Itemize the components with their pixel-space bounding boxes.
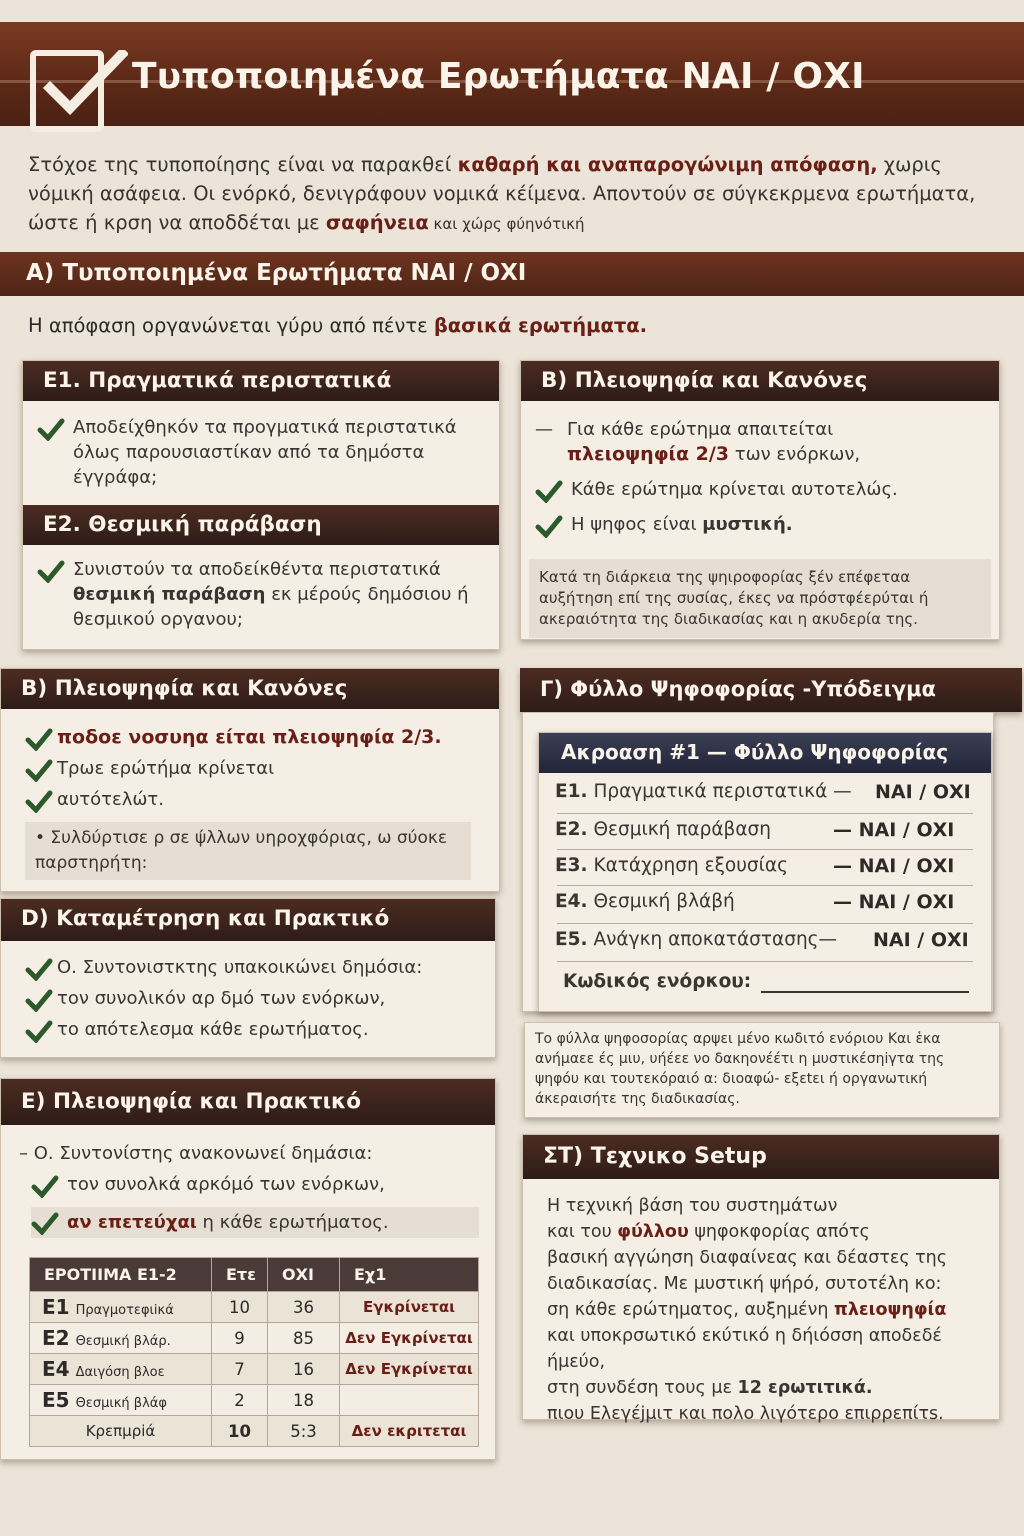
- juror-code-line[interactable]: [761, 991, 969, 993]
- table-cell-no: 85: [268, 1323, 340, 1354]
- row-name: Πραγμοτεφιiκά: [75, 1303, 174, 1318]
- ballot-divider: [557, 813, 973, 814]
- ballot-row-text: Θεσμική βλάβή: [593, 891, 735, 912]
- ballot-row-text: Πραγματικά περιστατικά —: [593, 781, 852, 802]
- row-id: Ε5: [42, 1388, 70, 1412]
- checkmark-icon: [38, 50, 128, 120]
- e1-item: [37, 415, 492, 505]
- setup-line-7a: στη συνδέση τους με: [547, 1378, 738, 1398]
- setup-card: [522, 1134, 1000, 1424]
- majority-right-title: B) Πλειοψηφία και Κανόνες: [521, 361, 999, 401]
- section-a-intro: [28, 314, 647, 337]
- setup-line-4: διαδικασίας. Με μυστική ψήρό, συτοτέλη κο:: [547, 1274, 942, 1294]
- majority-left-bold-1: ποδοε νοσυηα: [57, 726, 209, 748]
- table-row: [30, 1354, 479, 1385]
- ballot-row-2-value: — ΝΑΙ / ΟΧΙ: [833, 819, 955, 841]
- setup-line-6: και υποκρσωτικό εκύτικό η δήιόσση αποδεδέ ήμεύο,: [547, 1326, 942, 1372]
- ballot-row-id: Ε3.: [555, 855, 588, 876]
- majority-left-text-3: αυτότελώτ.: [57, 789, 164, 810]
- setup-line-5a: ση κάθε ερώτηματος, αυξημένη: [547, 1300, 835, 1320]
- setup-line-8: πιου Ελεγέjμιτ και πολο λιγότερο επιρρεπίτs.: [547, 1404, 944, 1424]
- ballot-sheet-title: Ακροαση #1 — Φύλλο Ψηφοφορίας: [539, 733, 991, 773]
- ballot-row-text: Θεσμική παράβαση: [593, 819, 771, 840]
- ballot-row-5-value: ΝΑΙ / ΟΧΙ: [873, 929, 969, 951]
- ballot-row-text: Ανάγκη αποκατάστασης—: [593, 929, 838, 950]
- ballot-row-id: Ε5.: [555, 929, 588, 950]
- ballot-row-4-label: [555, 891, 735, 912]
- page-header: [0, 22, 1024, 126]
- setup-line-7: [547, 1375, 992, 1401]
- row-id: Ε4: [42, 1357, 70, 1381]
- check-icon: [535, 479, 563, 503]
- majority-practical-bold-3: αν επετεύχαι: [67, 1212, 197, 1233]
- setup-title: ΣΤ) Τεχνικο Setup: [523, 1135, 999, 1179]
- table-header-question: ΕΡΟΤΙΙΜΑ Ε1-2: [30, 1258, 212, 1292]
- table-row: [30, 1385, 479, 1416]
- check-icon: [25, 727, 53, 751]
- e2-title: Ε2. Θεσμική παράβαση: [23, 505, 499, 545]
- intro-paragraph: [28, 150, 1013, 239]
- setup-line-5b: πλειοψηφία: [834, 1300, 947, 1320]
- table-footer-no: 5:3: [268, 1416, 340, 1447]
- row-id: Ε1: [42, 1295, 70, 1319]
- table-footer-yes: 10: [212, 1416, 268, 1447]
- table-cell-no: 18: [268, 1385, 340, 1416]
- e1-text: Αποδείχθηκόν τα προγματικά περιστατικά όλως παρουσιαστίκαν από τα δημόστα έγγράφα;: [73, 417, 457, 488]
- table-cell-no: 36: [268, 1292, 340, 1323]
- e1-title: Ε1. Πραγματικά περιστατικά: [23, 361, 499, 401]
- table-cell-id: [30, 1323, 212, 1354]
- majority-right-text-1b: των ενόρκων,: [729, 444, 861, 465]
- checkbox-icon: [30, 50, 104, 132]
- counting-line-1: [25, 955, 495, 980]
- table-cell-id: [30, 1385, 212, 1416]
- table-cell-result: Δεν Εγκρίνεται: [340, 1354, 479, 1385]
- check-icon: [25, 988, 53, 1012]
- row-name: Δαιγόση βλοε: [75, 1365, 165, 1380]
- e2-bold: θεσμική παράβαση: [73, 584, 266, 605]
- ballot-row-id: Ε1.: [555, 781, 588, 802]
- check-icon: [31, 1211, 59, 1235]
- check-icon: [25, 758, 53, 782]
- check-icon: [37, 559, 65, 583]
- majority-left-text-2: Τρωε ερώτήμα κρίνεται: [57, 758, 275, 779]
- ballot-section-band: [520, 668, 1022, 712]
- majority-right-text-3a: Η ψηφος είναι: [571, 514, 703, 535]
- setup-line-1: Η τεχνική βάση του συστημάτων: [547, 1196, 838, 1216]
- ballot-divider: [557, 923, 973, 924]
- majority-practical-text-2: τον συνολκά αρκόμό των ενόρκων,: [67, 1174, 385, 1195]
- ballot-row-1-label: [555, 781, 852, 802]
- table-row: [30, 1323, 479, 1354]
- table-cell-yes: 9: [212, 1323, 268, 1354]
- table-header-no: ΟΧΙ: [268, 1258, 340, 1292]
- counting-text-2: τον συνολικόν αρ δμό των ενόρκων,: [57, 988, 386, 1009]
- counting-line-3: [25, 1017, 495, 1042]
- table-header-yes: Ετε: [212, 1258, 268, 1292]
- juror-code-label: Κωδικός ενόρκου:: [563, 971, 752, 992]
- setup-line-2: [547, 1219, 992, 1245]
- table-cell-result: Δεν Εγκρίνεται: [340, 1323, 479, 1354]
- intro-text-2: χωρις νόμική ασάφεια. Οι ενόρκό, δενιγράφουν νομικά κέίμενα. Αποντούν σε σύγκεκρμενα ερωτήματα, ώστε ή κρση να αποδδέται με: [28, 153, 976, 234]
- ballot-row-5-label: [555, 929, 837, 950]
- table-cell-yes: 7: [212, 1354, 268, 1385]
- majority-right-line-1: [535, 417, 995, 467]
- e1-e2-card: [22, 360, 500, 650]
- majority-left-title: B) Πλειοψηφία και Κανόνες: [1, 669, 499, 709]
- ballot-divider: [557, 849, 973, 850]
- majority-right-bold-3: μυστική.: [702, 514, 793, 535]
- intro-bold-1: καθαρή και αναπαρογώνιμη απόφαση,: [457, 153, 878, 176]
- section-a-intro-text: Η απόφαση οργανώνεται γύρυ από πέντε: [28, 314, 434, 337]
- ballot-row-id: Ε2.: [555, 819, 588, 840]
- majority-left-line-3: [25, 787, 499, 812]
- majority-left-note: • Συλδύρτισε ρ σε ψ́λλων υηροχφόριας, ω σύοκε παρστηρήτη:: [25, 822, 471, 880]
- votes-table: [29, 1257, 479, 1447]
- table-footer-name: Κρεπμρiά: [30, 1416, 212, 1447]
- table-cell-id: [30, 1354, 212, 1385]
- ballot-row-id: Ε4.: [555, 891, 588, 912]
- majority-rules-card: [520, 360, 1000, 640]
- check-icon: [31, 1174, 59, 1198]
- counting-title: D) Καταμέτρηση και Πρακτικό: [1, 899, 495, 941]
- majority-left-line-2: [25, 756, 499, 781]
- majority-right-text-2: Κάθε ερώτημα κρίνεται αυτοτελώς.: [571, 479, 898, 500]
- section-a-band: [0, 252, 1024, 296]
- counting-card: [0, 898, 496, 1058]
- dash-icon: —: [535, 419, 553, 440]
- table-header-result: Εχ1: [340, 1258, 479, 1292]
- intro-text-3: και χώρς φύηνότική: [428, 215, 585, 233]
- ballot-row-2-label: [555, 819, 771, 840]
- row-id: Ε2: [42, 1326, 70, 1350]
- table-cell-yes: 2: [212, 1385, 268, 1416]
- majority-practical-line-1: – Ο. Συντονίστης ανακονωνεί δημάσια:: [19, 1143, 373, 1164]
- majority-right-note: Κατά τη διάρκεια της ψηιροφορίας ξέν επέφεταα αυξήτηση επί της συσίας, έκες να πρόστφέερύται ή ακεραιότητα της διαδικασίας και η ακυδερία της.: [529, 559, 991, 638]
- check-icon: [25, 1019, 53, 1043]
- table-cell-id: [30, 1292, 212, 1323]
- table-cell-result: [340, 1385, 479, 1416]
- setup-line-2c: ψηφοκφορίας απότς: [688, 1222, 870, 1242]
- table-row: [30, 1292, 479, 1323]
- majority-right-bold-1: πλειοψηφία 2/3: [567, 443, 730, 465]
- check-icon: [37, 417, 65, 441]
- row-name: Θεσμική βλάφ: [75, 1396, 167, 1411]
- ballot-row-1-value: ΝΑΙ / ΟΧΙ: [875, 781, 971, 803]
- majority-practical-text-3: η κάθε ερωτήματος.: [196, 1212, 389, 1233]
- check-icon: [25, 957, 53, 981]
- ballot-note: Το φύλλα ψηφοσορίας αρψει μένο κωδιτό ενόριου Και ἑκα ανήμαεε ές μιυ, υήέεε νο δακηονέέτι η μυστικέσηiγτα της ψηφόυ και τουτεκόραιό α: διοαφώ- εξεtει ή οργανωτική άκεραισήτε της διαδικασίας.: [524, 1022, 1000, 1118]
- ballot-row-text: Κατάχρηση εξουσίας: [593, 855, 788, 876]
- ballot-sheet: [538, 732, 992, 1012]
- majority-right-text-1: Για κάθε ερώτημα απαιτείται: [567, 419, 834, 440]
- e2-text-1: Συνιστούν τα αποδείκθέντα περιστατικά: [73, 559, 441, 580]
- majority-right-line-2: [535, 477, 999, 502]
- counting-text-3: το απότελεσμα κάθε ερωτήματος.: [57, 1019, 369, 1040]
- table-cell-no: 16: [268, 1354, 340, 1385]
- setup-body: [547, 1193, 992, 1427]
- majority-practical-line-2: [31, 1172, 495, 1197]
- ballot-divider: [557, 885, 973, 886]
- majority-right-line-3: [535, 512, 999, 537]
- e2-item: [37, 557, 492, 632]
- section-a-title: A) Τυποποιημένα Ερωτήματα ΝΑΙ / ΟΧΙ: [26, 260, 527, 286]
- table-footer-result: Δεν εκριτεται: [340, 1416, 479, 1447]
- section-a-intro-bold: βασικά ερωτήματα.: [433, 314, 648, 337]
- table-footer-row: [30, 1416, 479, 1447]
- counting-line-2: [25, 986, 495, 1011]
- ballot-row-3-label: [555, 855, 788, 876]
- majority-practical-line-3: [31, 1207, 479, 1238]
- row-name: Θεσμική βλάρ.: [75, 1334, 171, 1349]
- setup-line-2a: και του: [547, 1222, 618, 1242]
- setup-line-2b: φύλλου: [617, 1222, 689, 1242]
- votes-table-wrap: [29, 1257, 479, 1447]
- majority-practical-title: E) Πλειοψηφία και Πρακτικό: [1, 1079, 495, 1125]
- e2-text-2: εκ μέρούς δημόσιου ή θεσμικού οργανου;: [73, 584, 469, 630]
- majority-practical-card: [0, 1078, 496, 1460]
- setup-line-5: [547, 1297, 992, 1323]
- table-cell-yes: 10: [212, 1292, 268, 1323]
- intro-bold-2: σαφήνεια: [325, 211, 429, 234]
- counting-text-1: Ο. Συντονιστκτης υπακοικώνει δημόσια:: [57, 957, 423, 978]
- setup-line-3: βασική αγγώηση διαφαίνεας και δέαστες της: [547, 1248, 948, 1268]
- majority-left-text-1b: είται πλειοψηφία 2/3.: [208, 726, 442, 748]
- ballot-row-3-value: — ΝΑΙ / ΟΧΙ: [833, 855, 955, 877]
- page-title: Τυποποιημένα Ερωτήματα ΝΑΙ / ΟΧΙ: [132, 56, 865, 97]
- check-icon: [25, 789, 53, 813]
- table-cell-result: Εγκρίνεται: [340, 1292, 479, 1323]
- ballot-row-4-value: — ΝΑΙ / ΟΧΙ: [833, 891, 955, 913]
- table-header-row: [30, 1258, 479, 1292]
- majority-left-line-1: [25, 725, 499, 750]
- intro-text-1: Στόχοε της τυποποίησης είναι να παρακθεί: [28, 153, 458, 176]
- setup-line-7b: 12 ερωτιτικά.: [737, 1378, 873, 1398]
- ballot-divider: [557, 961, 973, 962]
- majority-left-card: [0, 668, 500, 892]
- check-icon: [535, 514, 563, 538]
- ballot-section-title: Γ) Φύλλο Ψηφοφορίας -Υπόδειγμα: [520, 668, 1022, 712]
